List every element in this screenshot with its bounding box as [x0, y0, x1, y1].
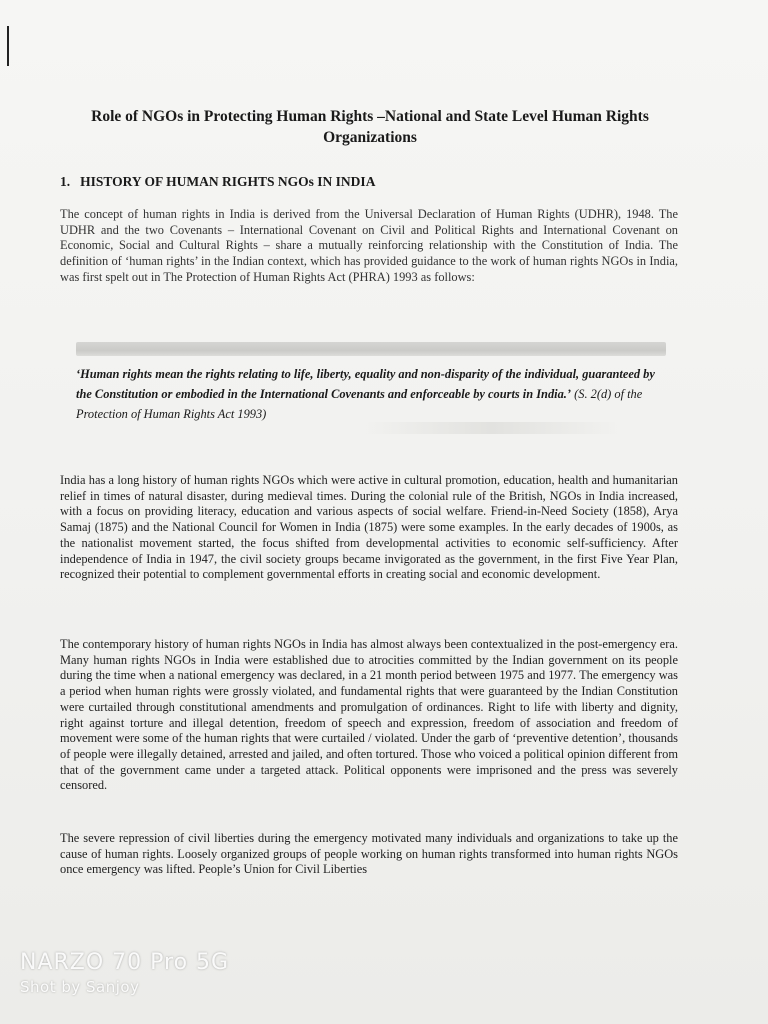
paragraph-history: India has a long history of human rights NGOs which were active in cultural promotion, education, health and humanitarian relief in times of natural disaster, during medieval times. During the colonial rule of the British, NGOs in India increased, with a focus on providing literacy, education and various aspects of social welfare. Friend-in-Need Society (1858), Arya Samaj (1875) and the National Council for Women in India (1875) were some examples. In the early decades of 1900s, as the nationalist movement started, the focus shifted from developmental activities to economic self-sufficiency. After independence of India in 1947, the civil society groups became invigorated as the government, in the first Five Year Plan, recognized their potential to complement governmental efforts in creating social and economic development.: [60, 473, 678, 582]
camera-watermark: [20, 950, 229, 998]
definition-quote: [76, 364, 666, 424]
quote-definition-text: ‘Human rights mean the rights relating to life, liberty, equality and non-disparity of the individual, guaranteed by the Constitution or embodied in the International Covenants and enforceable by courts in India.’: [76, 367, 655, 401]
quote-citation: (S. 2(d) of the Protection of Human Rights Act 1993): [76, 387, 643, 421]
quote-highlight-band: [76, 342, 666, 356]
paragraph-repression: The severe repression of civil liberties during the emergency motivated many individuals and organizations to take up the cause of human rights. Loosely organized groups of people working on human rights transformed into human rights NGOs once emergency was lifted. People’s Union for Civil Liberties: [60, 831, 678, 877]
section-heading: [60, 174, 375, 190]
paragraph-emergency: The contemporary history of human rights NGOs in India has almost always been contextualized in the post-emergency era. Many human rights NGOs in India were established due to atrocities committed by the Indian government on its people during the time when a national emergency was declared, in a 21 month period between 1975 and 1977. The emergency was a period when human rights were grossly violated, and fundamental rights that were guaranteed by the Indian Constitution were curtailed through constitutional amendments and promulgation of ordinances. Right to life with liberty and dignity, right against torture and illegal detention, freedom of speech and expression, freedom of association and freedom of movement were some of the human rights that were curtailed / violated. Under the garb of ‘preventive detention’, thousands of people were illegally detained, arrested and jailed, and often tortured. Those who voiced a political opinion different from that of the government came under a targeted attack. Political opponents were imprisoned and the press was severely censored.: [60, 637, 678, 793]
section-heading-text: HISTORY OF HUMAN RIGHTS NGOs IN INDIA: [80, 174, 376, 189]
document-title: Role of NGOs in Protecting Human Rights –National and State Level Human Rights Organizations: [91, 108, 649, 146]
watermark-photographer: Shot by Sanjoy: [20, 978, 140, 996]
page-edge-mark: [7, 26, 9, 66]
paragraph-intro: The concept of human rights in India is derived from the Universal Declaration of Human Rights (UDHR), 1948. The UDHR and the two Covenants – International Covenant on Civil and Political Rights and International Covenant on Economic, Social and Cultural Rights – share a mutually reinforcing relationship with the Constitution of India. The definition of ‘human rights’ in the Indian context, which has provided guidance to the work of human rights NGOs in India, was first spelt out in The Protection of Human Rights Act (PHRA) 1993 as follows:: [60, 207, 678, 284]
section-number: 1.: [60, 174, 71, 189]
watermark-device: NARZO 70 Pro 5G: [20, 950, 230, 975]
quote-fade-mark: [362, 422, 622, 434]
definition-quote-box: [62, 338, 680, 436]
